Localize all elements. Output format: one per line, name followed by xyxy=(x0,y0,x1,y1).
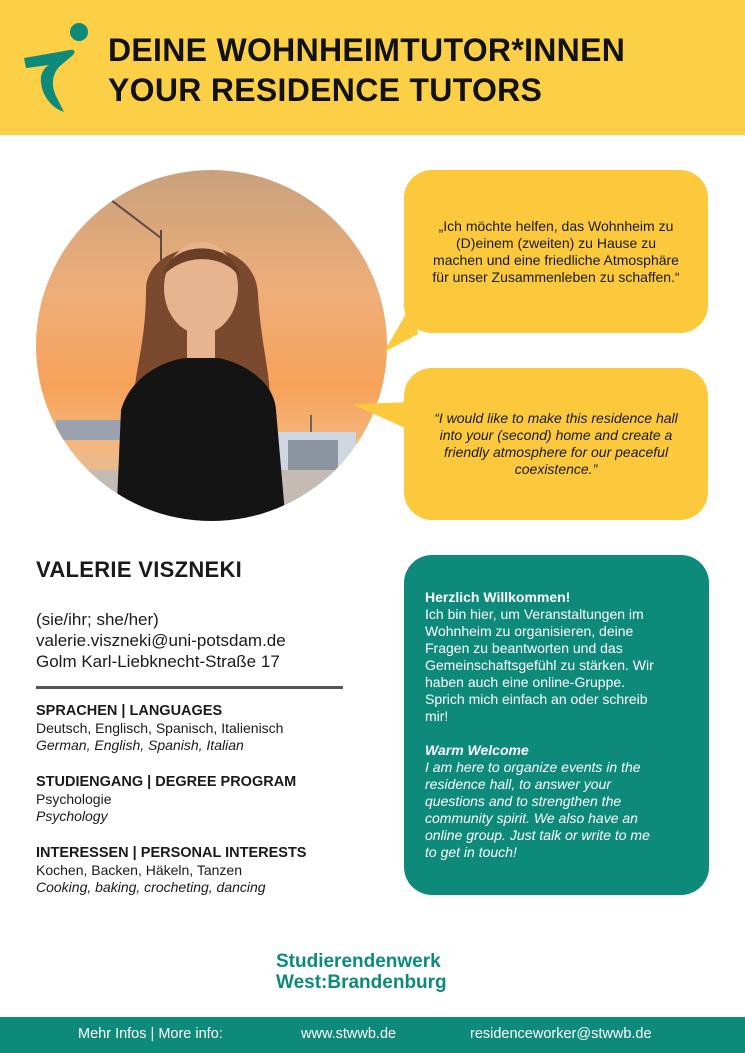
welcome-line: Fragen zu beantworten und das xyxy=(425,640,623,656)
welcome-box xyxy=(404,555,709,895)
welcome-line: I am here to organize events in the xyxy=(425,759,641,775)
tutor-portrait-photo xyxy=(36,170,387,521)
brand-line-1: Studierendenwerk xyxy=(276,951,441,972)
section-heading: SPRACHEN | LANGUAGES xyxy=(36,703,223,719)
section-languages xyxy=(36,703,283,754)
welcome-line: questions and to strengthen the xyxy=(425,793,622,809)
section-text-english: Cooking, baking, crocheting, dancing xyxy=(36,879,266,895)
welcome-line: Ich bin hier, um Veranstaltungen im xyxy=(425,606,644,622)
contact-block xyxy=(36,609,286,672)
quote-bubble-german-tail xyxy=(380,300,420,360)
section-degree-program xyxy=(36,774,296,825)
section-text-german: Deutsch, Englisch, Spanisch, Italienisch xyxy=(36,720,284,736)
footer-bar xyxy=(0,1017,745,1053)
title-english: YOUR RESIDENCE TUTORS xyxy=(108,72,543,108)
section-text-english: Psychology xyxy=(36,808,108,824)
studierendenwerk-logo xyxy=(276,951,447,993)
welcome-line: mir! xyxy=(425,708,449,724)
brand-line-2: West:Brandenburg xyxy=(276,972,447,993)
welcome-line: to get in touch! xyxy=(425,844,517,860)
divider xyxy=(36,686,343,689)
address: Golm Karl-Liebknecht-Straße 17 xyxy=(36,652,280,671)
welcome-line: haben auch eine online-Gruppe. xyxy=(425,674,626,690)
welcome-line: residence hall, to answer your xyxy=(425,776,611,792)
welcome-heading-german: Herzlich Willkommen! xyxy=(425,589,571,605)
pronouns: (sie/ihr; she/her) xyxy=(36,610,159,629)
section-text-english: German, English, Spanish, Italian xyxy=(36,737,244,753)
section-heading: INTERESSEN | PERSONAL INTERESTS xyxy=(36,845,307,861)
quote-bubble-english xyxy=(404,368,708,520)
footer-info-label: Mehr Infos | More info: xyxy=(78,1026,223,1042)
quote-bubble-english-tail xyxy=(350,398,420,438)
section-text-german: Psychologie xyxy=(36,791,112,807)
footer-email-link[interactable]: residenceworker@stwwb.de xyxy=(470,1026,652,1042)
welcome-line: Wohnheim zu organisieren, deine xyxy=(425,623,634,639)
section-personal-interests xyxy=(36,845,306,896)
quote-english-text: “I would like to make this residence hall into your (second) home and create a friendly atmosphere for our peaceful coexistence.” xyxy=(434,410,678,477)
title-german: DEINE WOHNHEIMTUTOR*INNEN xyxy=(108,32,626,68)
welcome-heading-english: Warm Welcome xyxy=(425,742,529,758)
info-person-logo-icon xyxy=(22,20,92,115)
tutor-name: VALERIE VISZNEKI xyxy=(36,557,243,582)
quote-german-text: „Ich möchte helfen, das Wohnheim zu (D)einem (zweiten) zu Hause zu machen und eine friedliche Atmosphäre für unser Zusammenleben zu schaffen.“ xyxy=(432,217,680,285)
welcome-line: community spirit. We also have an xyxy=(425,810,638,826)
section-text-german: Kochen, Backen, Häkeln, Tanzen xyxy=(36,862,242,878)
email-link[interactable]: valerie.viszneki@uni-potsdam.de xyxy=(36,631,286,650)
section-heading: STUDIENGANG | DEGREE PROGRAM xyxy=(36,774,297,790)
welcome-line: online group. Just talk or write to me xyxy=(425,827,650,843)
spacer xyxy=(425,725,689,742)
page-title xyxy=(108,30,625,110)
header-banner xyxy=(0,0,745,135)
welcome-line: Gemeinschaftsgefühl zu stärken. Wir xyxy=(425,657,654,673)
quote-bubble-german xyxy=(404,170,708,333)
welcome-line: Sprich mich einfach an oder schreib xyxy=(425,691,648,707)
footer-website-link[interactable]: www.stwwb.de xyxy=(301,1026,397,1042)
